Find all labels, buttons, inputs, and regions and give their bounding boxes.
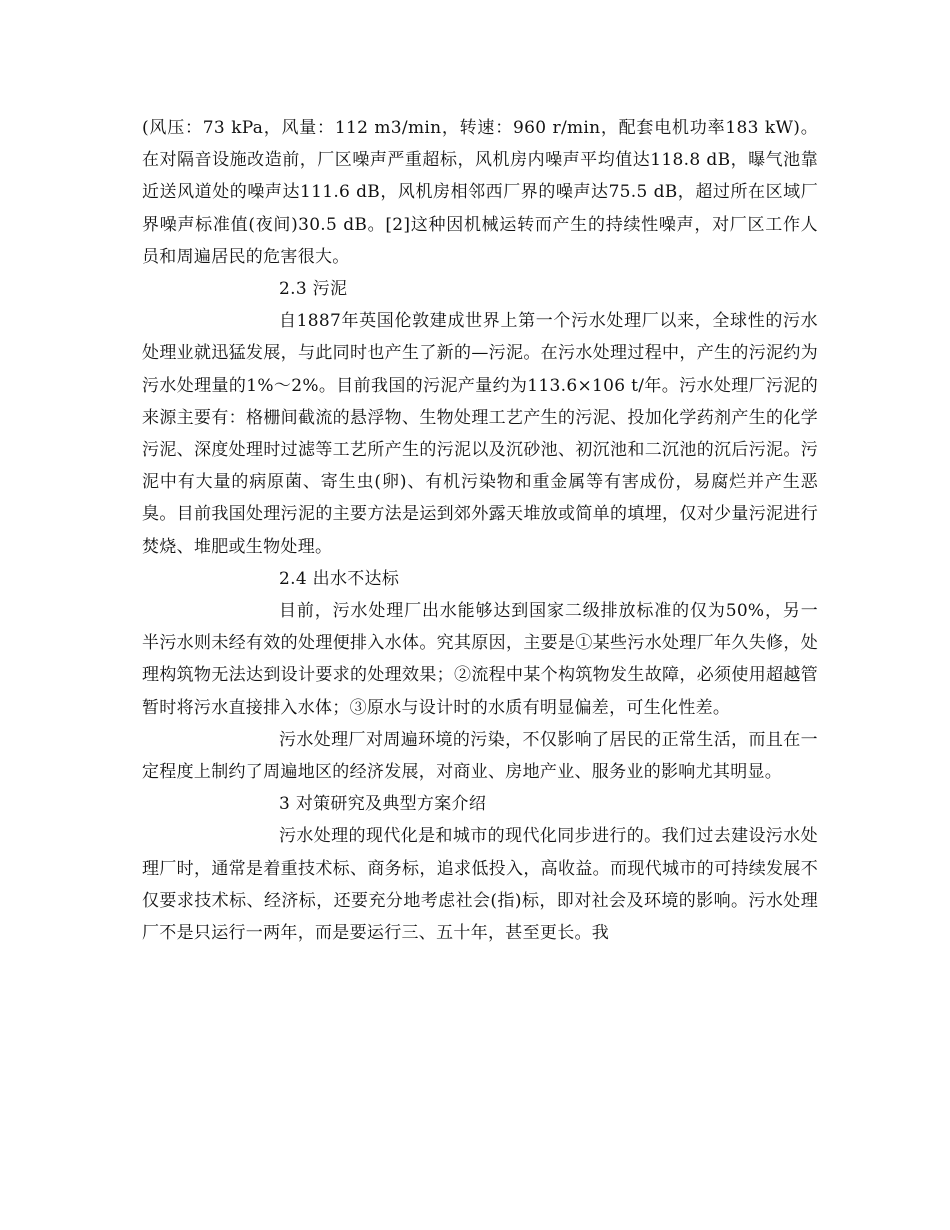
- paragraph-effluent: 目前，污水处理厂出水能够达到国家二级排放标准的仅为50%，另一半污水则未经有效的处理便排入水体。究其原因，主要是①某些污水处理厂年久失修，处理构筑物无法达到设计要求的处理效果；②流程中某个构筑物发生故障，必须使用超越管暂时将污水直接排入水体；③原水与设计时的水质有明显偏差，可生化性差。: [142, 601, 818, 718]
- paragraph-impact: 污水处理厂对周遍环境的污染，不仅影响了居民的正常生活，而且在一定程度上制约了周遍地区的经济发展，对商业、房地产业、服务业的影响尤其明显。: [142, 729, 818, 783]
- paragraph-sludge: 自1887年英国伦敦建成世界上第一个污水处理厂以来，全球性的污水处理业就迅猛发展，与此同时也产生了新的—污泥。在污水处理过程中，产生的污泥约为污水处理量的1%～2%。目前我国的污泥产量约为113.6×106 t/年。污水处理厂污泥的来源主要有：格栅间截流的悬浮物、生物处理工艺产生的污泥、投加化学药剂产生的化学污泥、深度处理时过滤等工艺所产生的污泥以及沉砂池、初沉池和二沉池的沉后污泥。污泥中有大量的病原菌、寄生虫(卵)、有机污染物和重金属等有害成份，易腐烂并产生恶臭。目前我国处理污泥的主要方法是运到郊外露天堆放或简单的填埋，仅对少量污泥进行焚烧、堆肥或生物处理。: [142, 311, 818, 557]
- paragraph-noise-continued: (风压：73 kPa，风量：112 m3/min，转速：960 r/min，配套电机功率183 kW)。在对隔音设施改造前，厂区噪声严重超标，风机房内噪声平均值达118.8 dB，曝气池靠近送风道处的噪声达111.6 dB，风机房相邻西厂界的噪声达75.5 dB，超过所在区域厂界噪声标准值(夜间)30.5 dB。[2]这种因机械运转而产生的持续性噪声，对厂区工作人员和周遍居民的危害很大。: [142, 118, 818, 267]
- section-heading-2-4: 2.4 出水不达标: [279, 568, 400, 589]
- paragraph-modernization: 污水处理的现代化是和城市的现代化同步进行的。我们过去建设污水处理厂时，通常是着重技术标、商务标，追求低投入，高收益。而现代城市的可持续发展不仅要求技术标、经济标，还要充分地考虑社会(指)标，即对社会及环境的影响。污水处理厂不是只运行一两年，而是要运行三、五十年，甚至更长。我: [142, 826, 818, 944]
- section-heading-2-3: 2.3 污泥: [279, 279, 348, 300]
- document-page: [142, 112, 818, 949]
- section-heading-3: 3 对策研究及典型方案介绍: [279, 794, 487, 815]
